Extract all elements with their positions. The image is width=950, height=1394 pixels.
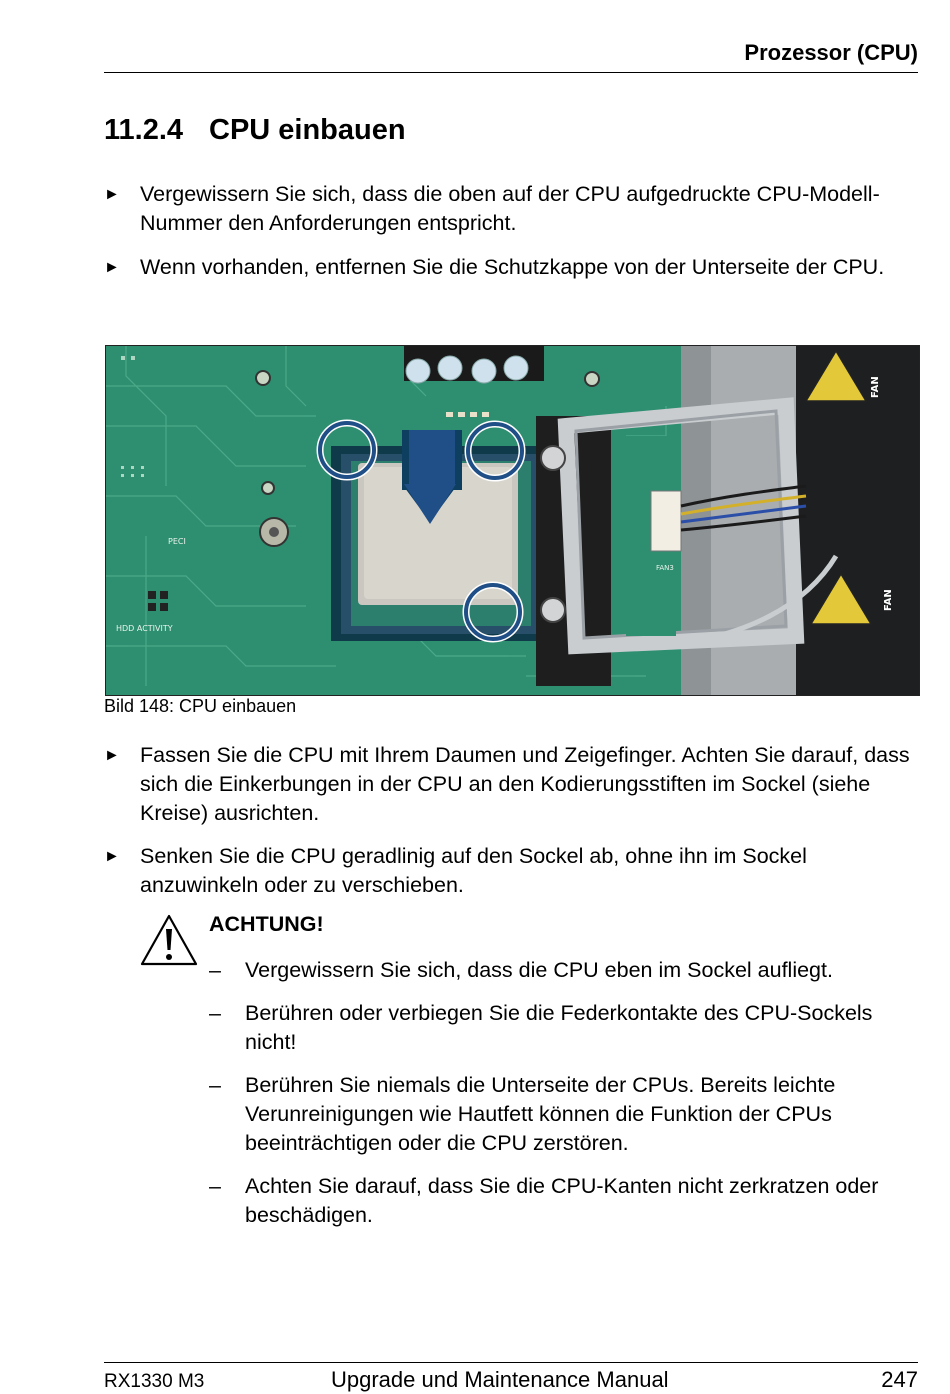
section-heading bbox=[104, 114, 406, 147]
dash-icon: – bbox=[209, 1001, 221, 1025]
bullet-icon: ► bbox=[104, 259, 120, 276]
step-text: Senken Sie die CPU geradlinig auf den Sockel ab, ohne ihn im Sockel anzuwinkeln oder zu verschieben. bbox=[140, 844, 807, 897]
footer-manual-title: Upgrade und Maintenance Manual bbox=[331, 1367, 669, 1392]
section-title: CPU einbauen bbox=[209, 114, 406, 146]
figure-caption: Bild 148: CPU einbauen bbox=[104, 696, 297, 716]
step-text: Wenn vorhanden, entfernen Sie die Schutzkappe von der Unterseite der CPU. bbox=[140, 255, 885, 279]
warning-item bbox=[209, 1172, 909, 1230]
dash-icon: – bbox=[209, 1174, 221, 1198]
peci-label: PECI bbox=[168, 537, 186, 546]
page-number: 247 bbox=[881, 1367, 918, 1392]
bullet-icon: ► bbox=[104, 747, 120, 764]
warning-item-text: Vergewissern Sie sich, dass die CPU eben im Sockel aufliegt. bbox=[245, 958, 833, 982]
warning-title: ACHTUNG! bbox=[209, 912, 324, 936]
section-number: 11.2.4 bbox=[104, 114, 184, 146]
hdd-activity-label: HDD ACTIVITY bbox=[116, 624, 173, 633]
cpu-installation-figure bbox=[105, 345, 920, 696]
fan-connector-label: FAN3 bbox=[656, 564, 674, 572]
warning-item-text: Achten Sie darauf, dass Sie die CPU-Kanten nicht zerkratzen oder beschädigen. bbox=[245, 1174, 879, 1227]
warning-item bbox=[209, 956, 909, 985]
step-item bbox=[104, 180, 919, 238]
fan-label-top: FAN bbox=[870, 376, 881, 398]
warning-item-text: Berühren oder verbiegen Sie die Federkontakte des CPU-Sockels nicht! bbox=[245, 1001, 873, 1054]
step-text: Vergewissern Sie sich, dass die oben auf der CPU aufgedruckte CPU-Modell-Nummer den Anforderungen entspricht. bbox=[140, 182, 880, 235]
bullet-icon: ► bbox=[104, 848, 120, 865]
warning-item bbox=[209, 999, 909, 1057]
step-item bbox=[104, 842, 919, 900]
step-text: Fassen Sie die CPU mit Ihrem Daumen und Zeigefinger. Achten Sie darauf, dass sich die Einkerbungen in der CPU an den Kodierungsstiften im Sockel (siehe Kreise) ausrichten. bbox=[140, 743, 910, 825]
fan-label-bottom: FAN bbox=[883, 589, 894, 611]
caution-triangle-icon bbox=[138, 912, 200, 975]
header-rule bbox=[104, 72, 918, 73]
dash-icon: – bbox=[209, 958, 221, 982]
bullet-icon: ► bbox=[104, 186, 120, 203]
page-header-title: Prozessor (CPU) bbox=[744, 40, 918, 65]
warning-item-text: Berühren Sie niemals die Unterseite der CPUs. Bereits leichte Verunreinigungen wie Hautfett können die Funktion der CPUs beeinträchtigen oder die CPU zerstören. bbox=[245, 1073, 836, 1155]
step-item bbox=[104, 741, 919, 828]
step-item bbox=[104, 253, 919, 282]
footer-rule bbox=[104, 1362, 918, 1363]
footer-model: RX1330 M3 bbox=[104, 1371, 205, 1392]
warning-item bbox=[209, 1071, 909, 1158]
dash-icon: – bbox=[209, 1073, 221, 1097]
